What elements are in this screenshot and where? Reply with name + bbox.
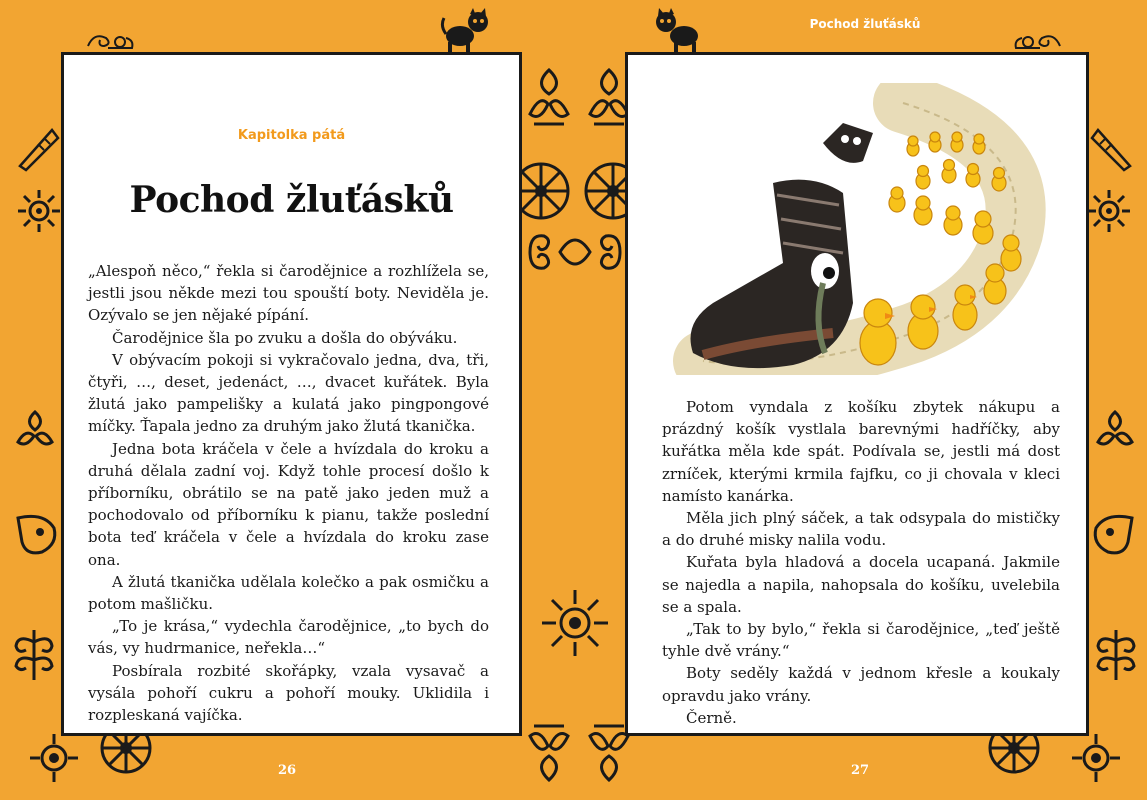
boot-shape — [691, 180, 854, 368]
paragraph: Jedna bota kráčela v čele a hvízdala do kroku a druhá dělala zadní voj. Když tohle procesí došlo k příborníku, obrátilo se na patě jako jeden muž a pochodovalo od příborníku k pianu, takže poslední bota teď kráčela v čele a hvízdala do kroku zase ona. — [88, 439, 489, 569]
right-page-text — [662, 396, 1060, 729]
paragraph: Měla jich plný sáček, a tak odsypala do mističky a do druhé misky nalila vodu. — [662, 509, 1060, 550]
trefoil-icon — [12, 408, 58, 454]
sun-icon — [28, 732, 80, 784]
paragraph: Posbírala rozbité skořápky, vzala vysavač a vysála pohoří cukru a pohoří mouky. Uklidila i rozpleskaná vajíčka. — [88, 661, 489, 725]
page-number-left: 26 — [277, 763, 297, 778]
paragraph: A žlutá tkanička udělala kolečko a pak osmičku a potom mašličku. — [88, 572, 489, 614]
snail-icon — [1012, 28, 1064, 52]
feather-icon — [14, 122, 60, 172]
bird-icon — [1090, 508, 1136, 558]
sun-icon — [540, 588, 610, 658]
paragraph: Černě. — [686, 708, 737, 727]
feather-icon — [1090, 122, 1136, 172]
boot-and-chicks-illustration — [673, 83, 1053, 375]
sun-icon — [16, 188, 62, 234]
sun-icon — [1070, 732, 1122, 784]
running-head: Pochod žluťásků — [809, 17, 921, 31]
paragraph: „To je krása,“ vydechla čarodějnice, „to bych do vás, vy hudrmanice, neřekla…“ — [88, 617, 489, 658]
cat-icon — [440, 8, 496, 52]
trefoil-icon — [524, 722, 574, 786]
right-page — [625, 52, 1089, 736]
bird-icon — [14, 508, 60, 558]
trefoil-icon — [524, 64, 574, 128]
left-page — [61, 52, 522, 736]
trefoil-icon — [1092, 408, 1138, 454]
chapter-title: Pochod žluťásků — [129, 179, 454, 221]
swirl-icon — [520, 224, 630, 280]
chapter-label: Kapitolka pátá — [237, 128, 346, 143]
page-number-right: 27 — [850, 763, 870, 778]
left-page-text — [88, 260, 489, 726]
sun-icon — [1086, 188, 1132, 234]
paragraph: Boty seděly každá v jednom křesle a koukaly opravdu jako vrány. — [662, 664, 1060, 705]
swirl-icon — [8, 624, 60, 684]
flying-boot — [823, 123, 873, 163]
paragraph: Čarodějnice šla po zvuku a došla do obýváku. — [112, 328, 458, 347]
paragraph: Potom vyndala z košíku zbytek nákupu a prázdný košík vystlala barevnými hadříčky, aby kuřátka měla kde spát. Podívala se, jestli má dost zrníček, kterými krmila fajfku, co ji chovala v kleci namísto kanárka. — [662, 398, 1060, 505]
cat-icon — [648, 8, 704, 52]
swirl-icon — [1090, 624, 1142, 684]
paragraph: V obývacím pokoji si vykračovalo jedna, dva, tři, čtyři, …, deset, jedenáct, …, dvacet kuřátek. Byla žlutá jako pampelišky a kulatá jako pingpongové míčky. Ťapala jedno za druhým jako žlutá tkanička. — [88, 350, 489, 436]
paragraph: Kuřata byla hladová a docela ucapaná. Jakmile se najedla a napila, nahopsala do košíku, uvelebila se a spala. — [662, 553, 1060, 616]
paragraph: „Tak to by bylo,“ řekla si čarodějnice, „teď ještě tyhle dvě vrány.“ — [662, 620, 1060, 661]
paragraph: „Alespoň něco,“ řekla si čarodějnice a rozhlížela se, jestli jsou někde mezi tou spouští boty. Neviděla je. Ozývalo se jen nějaké pípání. — [88, 262, 489, 325]
snail-icon — [84, 28, 136, 52]
